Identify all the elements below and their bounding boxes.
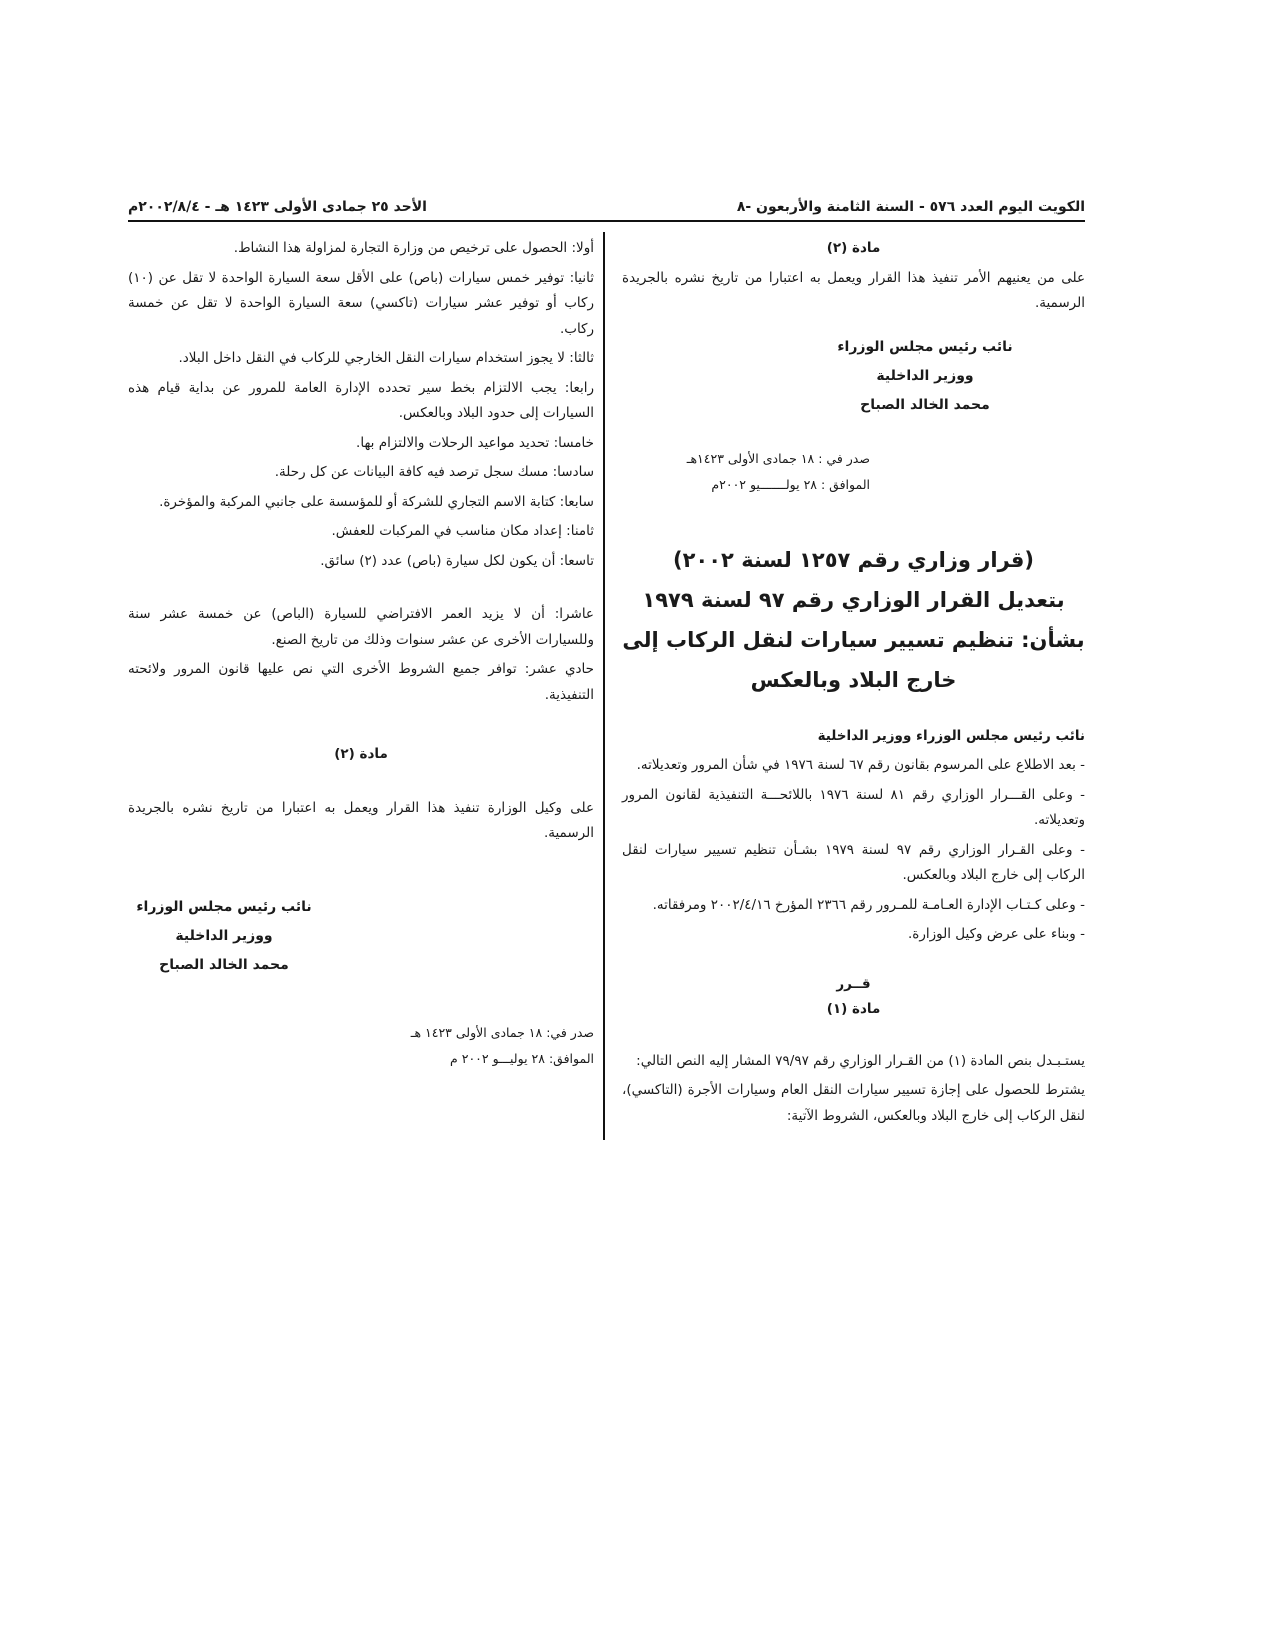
recital-4: - وعلى كـتـاب الإدارة العـامـة للمـرور رقم ٢٣٦٦ المؤرخ ٢٠٠٢/٤/١٦ ومرفقاته. — [652, 896, 1085, 913]
issue-date-block-left — [128, 1022, 594, 1070]
right-column — [622, 236, 1085, 1133]
decree-title-line-4: خارج البلاد وبالعكس — [750, 667, 957, 692]
issuer-heading: نائب رئيس مجلس الوزراء ووزير الداخلية — [817, 727, 1085, 744]
page-header — [128, 194, 1085, 220]
corresponding-date-left: الموافق: ٢٨ يوليـــو ٢٠٠٢ م — [450, 1050, 594, 1066]
column-divider — [603, 232, 605, 1140]
article-2-heading-left: مادة (٢) — [334, 746, 388, 762]
recital-1: - بعد الاطلاع على المرسوم بقانون رقم ٦٧ لسنة ١٩٧٦ في شأن المرور وتعديلاته. — [636, 757, 1085, 773]
left-column — [128, 236, 594, 1074]
condition-7: سابعا: كتابة الاسم التجاري للشركة أو للمؤسسة على جانبي المركبة والمؤخرة. — [159, 493, 594, 510]
signature-block-left — [128, 895, 594, 978]
condition-3: ثالثا: لا يجوز استخدام سيارات النقل الخارجي للركاب في النقل داخل البلاد. — [178, 350, 594, 366]
condition-4: رابعا: يجب الالتزام بخط سير تحدده الإدارة العامة للمرور عن بداية قيام هذه السيارات إلى حدود البلاد وبالعكس. — [128, 379, 594, 421]
condition-8: ثامنا: إعداد مكان مناسب في المركبات للعفش. — [331, 523, 594, 539]
condition-6: سادسا: مسك سجل ترصد فيه كافة البيانات عن كل رحلة. — [274, 464, 594, 480]
header-date: الأحد ٢٥ جمادى الأولى ١٤٢٣ هـ - ٢٠٠٢/٨/٤م — [128, 199, 427, 215]
decree-title-line-2: بتعديل القرار الوزاري رقم ٩٧ لسنة ١٩٧٩ — [642, 587, 1065, 612]
signature-role-left: ووزير الداخلية — [175, 927, 273, 944]
issued-date-left: صدر في: ١٨ جمادى الأولى ١٤٢٣ هـ — [410, 1024, 594, 1040]
corresponding-date: الموافق : ٢٨ يولـــــــيو ٢٠٠٢م — [711, 476, 870, 492]
recital-2: - وعلى القـــرار الوزاري رقم ٨١ لسنة ١٩٧٦ باللائحـــة التنفيذية لقانون المرور وتعديلاته. — [622, 786, 1085, 828]
condition-9: تاسعا: أن يكون لكل سيارة (باص) عدد (٢) سائق. — [320, 552, 594, 569]
recital-3: - وعلى القـرار الوزاري رقم ٩٧ لسنة ١٩٧٩ بشـأن تنظيم تسيير سيارات لنقل الركاب إلى خارج البلاد وبالعكس. — [622, 841, 1085, 883]
issue-date-block — [622, 448, 1085, 496]
article-2-text-left: على وكيل الوزارة تنفيذ هذا القرار ويعمل به اعتبارا من تاريخ نشره بالجريدة الرسمية. — [128, 799, 594, 841]
issued-date: صدر في : ١٨ جمادى الأولى ١٤٢٣هـ — [686, 450, 870, 466]
condition-11: حادي عشر: توافر جميع الشروط الأخرى التي نص عليها قانون المرور ولائحته التنفيذية. — [128, 661, 594, 703]
article-2-heading: مادة (٢) — [826, 240, 881, 256]
article-1-heading: مادة (١) — [826, 1001, 881, 1017]
signature-role: ووزير الداخلية — [876, 367, 974, 384]
signature-name: محمد الخالد الصباح — [860, 396, 990, 413]
decree-title-line-1: (قرار وزاري رقم ١٢٥٧ لسنة ٢٠٠٢) — [673, 547, 1034, 572]
signature-block — [622, 335, 1085, 418]
condition-2: ثانيا: توفير خمس سيارات (باص) على الأقل سعة السيارة الواحدة لا تقل عن (١٠) ركاب أو توفير عشر سيارات (تاكسي) سعة السيارة الواحدة لا تقل عن خمسة ركاب. — [128, 269, 594, 337]
condition-1: أولا: الحصول على ترخيص من وزارة التجارة لمزاولة هذا النشاط. — [233, 240, 594, 256]
header-issue-info: الكويت اليوم العدد ٥٧٦ - السنة الثامنة والأربعون -٨ — [736, 199, 1085, 215]
recital-5: - وبناء على عرض وكيل الوزارة. — [908, 926, 1085, 942]
article-2-text: على من يعنيهم الأمر تنفيذ هذا القرار ويعمل به اعتبارا من تاريخ نشره بالجريدة الرسمية. — [622, 269, 1085, 311]
header-rule — [128, 220, 1085, 222]
decree-title — [622, 542, 1085, 698]
signature-title-left: نائب رئيس مجلس الوزراء — [136, 898, 312, 915]
signature-title: نائب رئيس مجلس الوزراء — [837, 338, 1013, 355]
decided-heading: قــرر — [836, 975, 871, 992]
condition-10: عاشرا: أن لا يزيد العمر الافتراضي للسيارة (الباص) عن خمسة عشر سنة وللسيارات الأخرى عن عشر سنوات وذلك من تاريخ الصنع. — [128, 606, 594, 648]
article-1-text: يستـبـدل بنص المادة (١) من القـرار الوزاري رقم ٧٩/٩٧ المشار إليه النص التالي: — [636, 1052, 1085, 1069]
condition-5: خامسا: تحديد مواعيد الرحلات والالتزام بها. — [356, 434, 594, 451]
article-1-conditions: يشترط للحصول على إجازة تسيير سيارات النقل العام وسيارات الأجرة (التاكسي)، لنقل الركاب إلى خارج البلاد وبالعكس، الشروط الآتية: — [622, 1082, 1085, 1124]
signature-name-left: محمد الخالد الصباح — [159, 956, 289, 973]
decree-title-line-3: بشأن: تنظيم تسيير سيارات لنقل الركاب إلى — [622, 627, 1085, 652]
